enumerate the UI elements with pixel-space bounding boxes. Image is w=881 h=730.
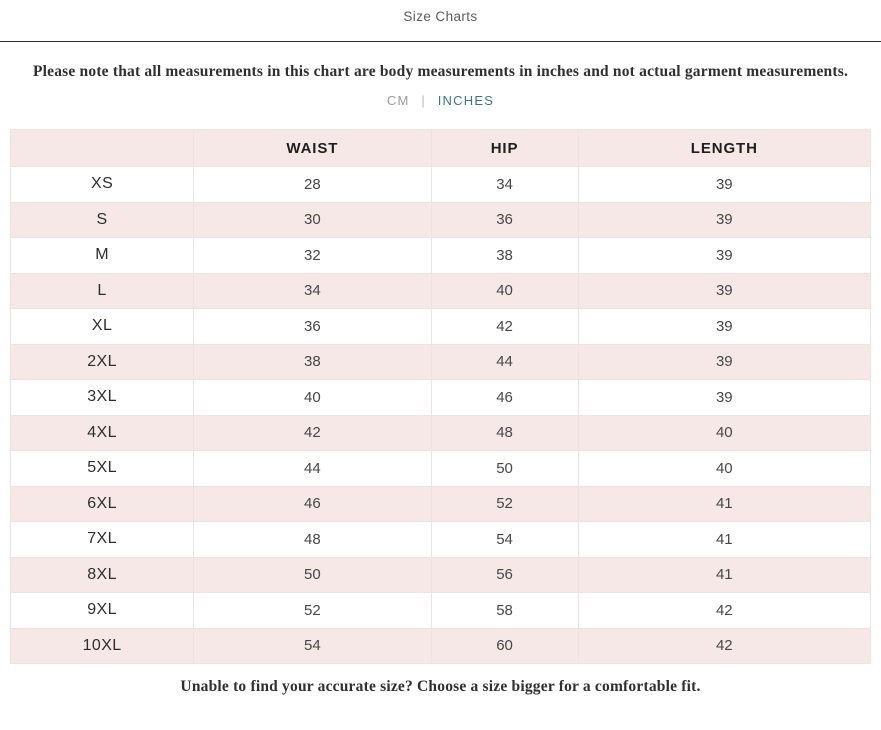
hip-value-cell: 52 bbox=[431, 486, 578, 522]
hip-value-cell: 56 bbox=[431, 557, 578, 593]
length-value-cell: 42 bbox=[578, 628, 870, 664]
length-value-cell: 39 bbox=[578, 344, 870, 380]
waist-value-cell: 46 bbox=[194, 486, 431, 522]
waist-value-cell: 52 bbox=[194, 593, 431, 629]
hip-value-cell: 60 bbox=[431, 628, 578, 664]
length-value-cell: 41 bbox=[578, 486, 870, 522]
size-label-cell: XL bbox=[11, 309, 194, 345]
size-label-cell: 7XL bbox=[11, 522, 194, 558]
size-table-body bbox=[11, 167, 871, 664]
length-value-cell: 39 bbox=[578, 202, 870, 238]
size-label-cell: L bbox=[11, 273, 194, 309]
column-header-size bbox=[11, 130, 194, 167]
hip-value-cell: 48 bbox=[431, 415, 578, 451]
hip-value-cell: 38 bbox=[431, 238, 578, 274]
waist-value-cell: 30 bbox=[194, 202, 431, 238]
hip-value-cell: 36 bbox=[431, 202, 578, 238]
table-row bbox=[11, 380, 871, 416]
hip-value-cell: 58 bbox=[431, 593, 578, 629]
size-label-cell: 10XL bbox=[11, 628, 194, 664]
waist-value-cell: 40 bbox=[194, 380, 431, 416]
unit-toggle bbox=[0, 93, 881, 108]
table-row bbox=[11, 202, 871, 238]
unit-toggle-separator: | bbox=[421, 93, 426, 108]
table-row bbox=[11, 309, 871, 345]
waist-value-cell: 54 bbox=[194, 628, 431, 664]
waist-value-cell: 44 bbox=[194, 451, 431, 487]
length-value-cell: 42 bbox=[578, 593, 870, 629]
hip-value-cell: 42 bbox=[431, 309, 578, 345]
length-value-cell: 41 bbox=[578, 522, 870, 558]
unit-option-inches[interactable]: INCHES bbox=[437, 93, 495, 108]
table-row bbox=[11, 451, 871, 487]
measurement-note: Please note that all measurements in this chart are body measurements in inches and not actual garment measurements. bbox=[32, 63, 849, 80]
waist-value-cell: 36 bbox=[194, 309, 431, 345]
size-label-cell: XS bbox=[11, 167, 194, 203]
size-label-cell: 3XL bbox=[11, 380, 194, 416]
hip-value-cell: 34 bbox=[431, 167, 578, 203]
size-label-cell: S bbox=[11, 202, 194, 238]
hip-value-cell: 44 bbox=[431, 344, 578, 380]
column-header-length: LENGTH bbox=[578, 130, 870, 167]
hip-value-cell: 50 bbox=[431, 451, 578, 487]
hip-value-cell: 46 bbox=[431, 380, 578, 416]
table-row bbox=[11, 628, 871, 664]
length-value-cell: 39 bbox=[578, 273, 870, 309]
waist-value-cell: 28 bbox=[194, 167, 431, 203]
size-label-cell: 5XL bbox=[11, 451, 194, 487]
table-row bbox=[11, 344, 871, 380]
table-row bbox=[11, 557, 871, 593]
page-header bbox=[0, 0, 881, 42]
size-label-cell: 9XL bbox=[11, 593, 194, 629]
waist-value-cell: 34 bbox=[194, 273, 431, 309]
hip-value-cell: 40 bbox=[431, 273, 578, 309]
table-row bbox=[11, 273, 871, 309]
unit-option-cm[interactable]: CM bbox=[386, 93, 410, 108]
length-value-cell: 39 bbox=[578, 167, 870, 203]
size-label-cell: 8XL bbox=[11, 557, 194, 593]
size-table bbox=[10, 129, 871, 664]
length-value-cell: 39 bbox=[578, 238, 870, 274]
waist-value-cell: 50 bbox=[194, 557, 431, 593]
table-row bbox=[11, 415, 871, 451]
column-header-waist: WAIST bbox=[194, 130, 431, 167]
table-row bbox=[11, 486, 871, 522]
length-value-cell: 40 bbox=[578, 451, 870, 487]
hip-value-cell: 54 bbox=[431, 522, 578, 558]
waist-value-cell: 48 bbox=[194, 522, 431, 558]
table-row bbox=[11, 593, 871, 629]
size-label-cell: M bbox=[11, 238, 194, 274]
length-value-cell: 39 bbox=[578, 309, 870, 345]
waist-value-cell: 42 bbox=[194, 415, 431, 451]
waist-value-cell: 32 bbox=[194, 238, 431, 274]
length-value-cell: 40 bbox=[578, 415, 870, 451]
waist-value-cell: 38 bbox=[194, 344, 431, 380]
size-label-cell: 4XL bbox=[11, 415, 194, 451]
table-row bbox=[11, 167, 871, 203]
length-value-cell: 39 bbox=[578, 380, 870, 416]
page-title: Size Charts bbox=[403, 9, 478, 24]
size-label-cell: 6XL bbox=[11, 486, 194, 522]
column-header-hip: HIP bbox=[431, 130, 578, 167]
length-value-cell: 41 bbox=[578, 557, 870, 593]
table-row bbox=[11, 238, 871, 274]
size-label-cell: 2XL bbox=[11, 344, 194, 380]
table-row bbox=[11, 522, 871, 558]
size-table-wrap bbox=[10, 129, 871, 664]
footer-note: Unable to find your accurate size? Choose a size bigger for a comfortable fit. bbox=[180, 678, 701, 695]
table-header-row bbox=[11, 130, 871, 167]
